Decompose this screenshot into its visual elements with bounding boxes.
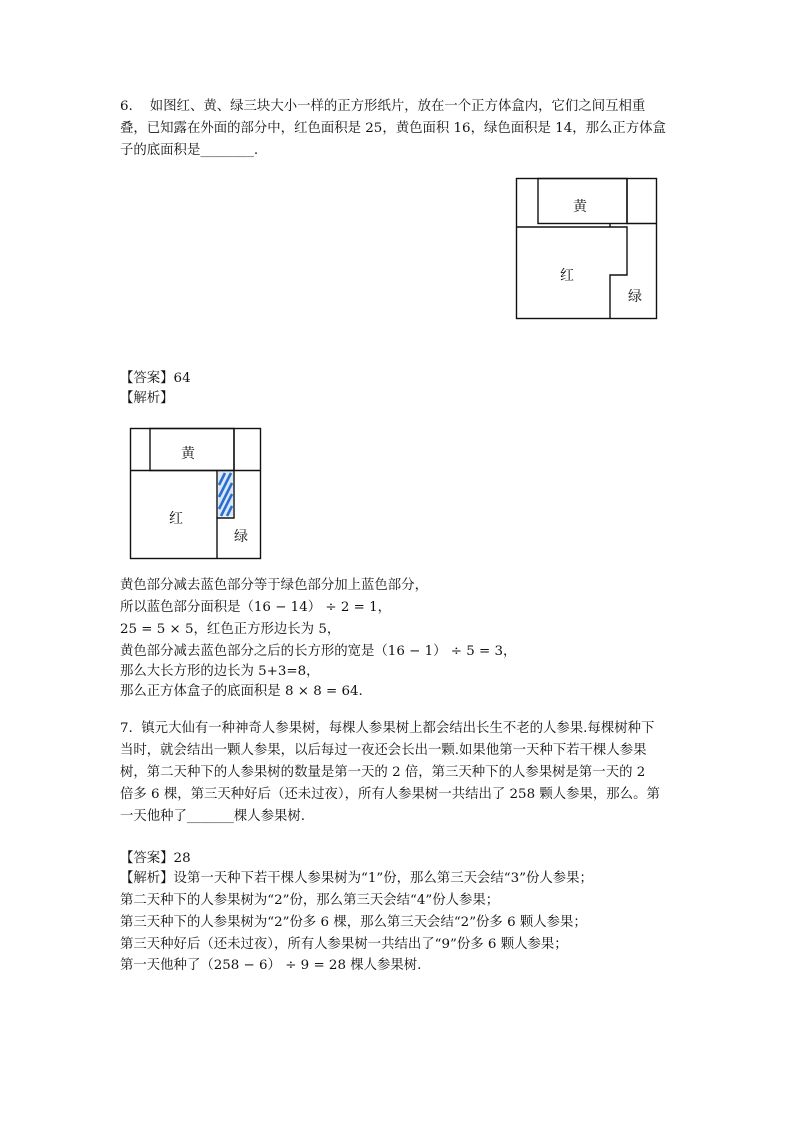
q6-figure	[515, 177, 659, 322]
a6-analysis-label: 【解析】	[120, 391, 174, 406]
a7-line-4: 第三天种好后（还未过夜），所有人参果树一共结出了“9”份多 6 颗人参果；	[120, 937, 568, 952]
q7-line-2: 当时，就会结出一颗人参果，以后每过一夜还会长出一颗.如果他第一天种下若干棵人参果	[120, 743, 647, 758]
blue-hatched-region	[218, 472, 233, 517]
a6-line-3: 25 = 5 × 5，红色正方形边长为 5，	[120, 622, 341, 637]
a6-line-4: 黄色部分减去蓝色部分之后的长方形的宽是（16 − 1） ÷ 5 = 3，	[120, 644, 517, 659]
yellow-label: 黄	[181, 446, 195, 462]
red-label: 红	[560, 268, 574, 284]
a6-line-2: 所以蓝色部分面积是（16 − 14） ÷ 2 = 1，	[120, 600, 392, 615]
yellow-label: 黄	[573, 199, 587, 215]
a6-line-1: 黄色部分减去蓝色部分等于绿色部分加上蓝色部分，	[120, 578, 428, 593]
q6-line-2: 叠，已知露在外面的部分中，红色面积是 25，黄色面积 16，绿色面积是 14，那么正方体盒	[120, 121, 666, 136]
q6-line-1: 6. 如图红、黄、绿三块大小一样的正方形纸片，放在一个正方体盒内，它们之间互相重	[120, 99, 646, 114]
green-label: 绿	[628, 289, 642, 305]
a7-answer: 【答案】28	[120, 851, 191, 866]
q7-line-3: 树，第二天种下的人参果树的数量是第一天的 2 倍，第三天种下的人参果树是第一天的 2	[120, 765, 646, 780]
q7-line-4: 倍多 6 棵，第三天种好后（还未过夜），所有人参果树一共结出了 258 颗人参果，那么。第	[120, 787, 660, 802]
a6-figure	[129, 427, 263, 561]
a7-line-3: 第三天种下的人参果树为“2”份多 6 棵，那么第三天会结“2”份多 6 颗人参果；	[120, 915, 587, 930]
a7-line-1: 【解析】设第一天种下若干棵人参果树为“1”份，那么第三天会结“3”份人参果；	[120, 871, 593, 886]
a6-answer: 【答案】64	[120, 371, 191, 386]
red-label: 红	[169, 511, 183, 527]
a6-line-5: 那么大长方形的边长为 5+3=8，	[120, 664, 320, 679]
green-label: 绿	[234, 529, 248, 545]
a6-line-6: 那么正方体盒子的底面积是 8 × 8 = 64.	[120, 684, 363, 699]
q7-line-5: 一天他种了_______棵人参果树.	[120, 809, 306, 824]
q7-line-1: 7. 镇元大仙有一种神奇人参果树，每棵人参果树上都会结出长生不老的人参果.每棵树种下	[120, 721, 655, 736]
a7-line-2: 第二天种下的人参果树为“2”份，那么第三天会结“4”份人参果；	[120, 893, 500, 908]
q6-line-3: 子的底面积是________.	[120, 143, 259, 158]
a7-line-5: 第一天他种了（258 − 6） ÷ 9 = 28 棵人参果树.	[120, 958, 422, 973]
